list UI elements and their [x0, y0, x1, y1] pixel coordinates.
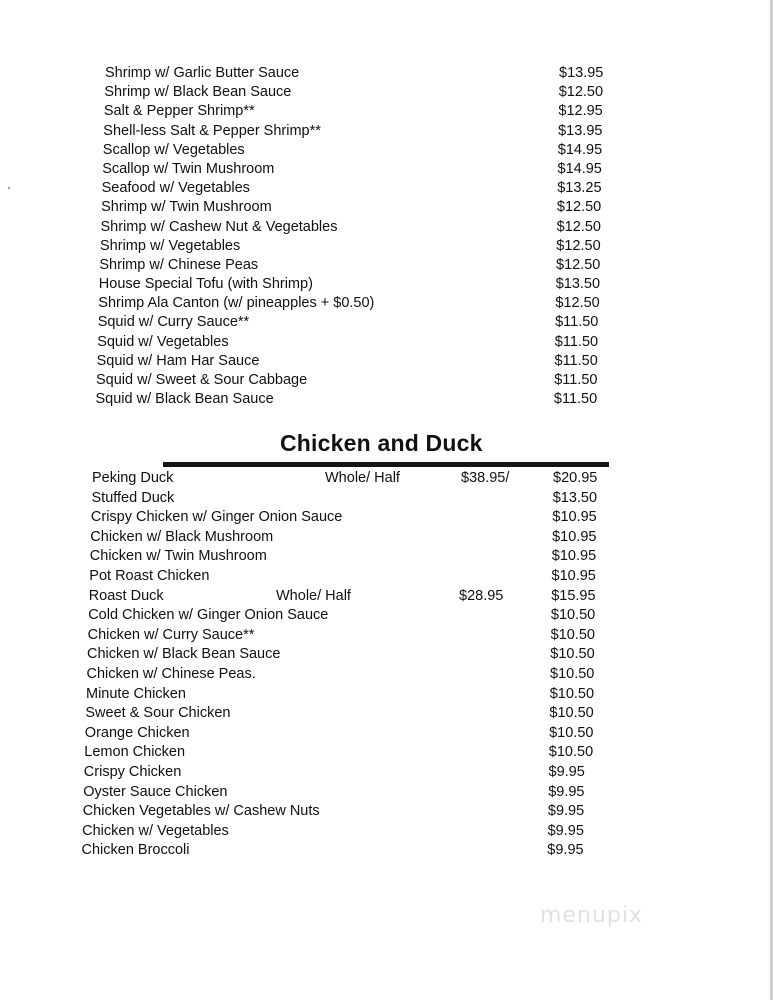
- menu-item-row: [0, 783, 773, 803]
- item-name: Chicken w/ Curry Sauce**: [87, 626, 255, 643]
- menu-item-row: [0, 333, 773, 352]
- menu-item-row: [0, 469, 773, 489]
- menu-item-row: [0, 606, 773, 626]
- item-name: Crispy Chicken w/ Ginger Onion Sauce: [90, 509, 343, 526]
- item-name: House Special Tofu (with Shrimp): [98, 276, 313, 293]
- chicken-duck-menu-list: [0, 469, 773, 861]
- item-price: $13.95: [558, 122, 603, 139]
- item-price: $13.25: [557, 180, 602, 197]
- item-name: Scallop w/ Vegetables: [102, 141, 245, 158]
- menu-item-row: [0, 141, 773, 160]
- menu-item-row: [0, 390, 773, 409]
- menu-item-row: [0, 198, 773, 217]
- item-name: Squid w/ Curry Sauce**: [97, 314, 250, 331]
- menupix-watermark: menupix: [540, 903, 643, 928]
- item-name: Minute Chicken: [86, 685, 186, 702]
- item-price: $12.50: [558, 84, 604, 101]
- item-name: Shell-less Salt & Pepper Shrimp**: [103, 122, 321, 139]
- menu-item-row: [0, 122, 773, 141]
- item-name: Crispy Chicken: [83, 763, 182, 780]
- menu-item-row: [0, 567, 773, 587]
- menu-item-row: [0, 626, 773, 646]
- item-name: Seafood w/ Vegetables: [101, 180, 250, 197]
- item-price: $11.50: [553, 391, 598, 408]
- item-price: $13.50: [555, 276, 601, 293]
- item-price: $15.95: [551, 587, 596, 604]
- item-price: $10.95: [551, 548, 597, 565]
- item-name: Squid w/ Sweet & Sour Cabbage: [96, 372, 308, 388]
- menu-item-row: [0, 528, 773, 548]
- item-price: $10.95: [552, 528, 597, 545]
- whole-price: $38.95/: [461, 470, 510, 486]
- menu-item-row: [0, 802, 773, 822]
- menu-item-row: [0, 704, 773, 724]
- size-option: Whole/ Half: [325, 470, 400, 486]
- whole-price: $28.95: [459, 587, 504, 604]
- menu-item-row: [0, 371, 773, 390]
- item-price: $10.50: [550, 626, 595, 643]
- item-name: Scallop w/ Twin Mushroom: [102, 160, 275, 177]
- item-price: $9.95: [547, 803, 585, 820]
- item-name: Shrimp w/ Twin Mushroom: [101, 199, 272, 216]
- item-price: $9.95: [548, 763, 585, 780]
- menu-item-row: [0, 102, 773, 121]
- item-price: $11.50: [554, 372, 598, 388]
- item-name: Shrimp Ala Canton (w/ pineapples + $0.50): [98, 295, 375, 312]
- menu-item-row: [0, 179, 773, 198]
- item-name: Shrimp w/ Garlic Butter Sauce: [105, 65, 300, 81]
- menu-item-row: [0, 64, 773, 83]
- item-name: Squid w/ Black Bean Sauce: [95, 391, 274, 408]
- menu-item-row: [0, 685, 773, 705]
- item-name: Shrimp w/ Cashew Nut & Vegetables: [100, 218, 338, 235]
- menu-item-row: [0, 83, 773, 102]
- menu-item-row: [0, 160, 773, 179]
- item-name: Shrimp w/ Vegetables: [100, 237, 241, 254]
- menu-item-row: [0, 841, 773, 861]
- section-divider-rule: [163, 462, 609, 467]
- item-price: $11.50: [554, 352, 598, 369]
- item-name: Peking Duck: [92, 470, 174, 486]
- item-name: Chicken Broccoli: [81, 842, 190, 859]
- size-option: Whole/ Half: [276, 587, 351, 604]
- item-price: $10.95: [551, 567, 596, 584]
- item-name: Chicken w/ Chinese Peas.: [86, 665, 256, 682]
- item-name: Squid w/ Ham Har Sauce: [96, 352, 260, 369]
- item-price: $12.50: [556, 256, 601, 273]
- item-price: $9.95: [547, 822, 584, 839]
- item-price: $10.50: [549, 685, 595, 702]
- item-name: Shrimp w/ Chinese Peas: [99, 256, 259, 273]
- menu-item-row: [0, 587, 773, 607]
- menu-item-row: [0, 645, 773, 665]
- menu-item-row: [0, 743, 773, 763]
- item-price: $12.50: [556, 237, 601, 254]
- item-price: $20.95: [553, 470, 598, 486]
- item-name: Pot Roast Chicken: [89, 567, 210, 584]
- item-name: Chicken w/ Black Bean Sauce: [87, 646, 281, 663]
- item-price: $10.50: [550, 646, 595, 663]
- item-name: Chicken w/ Vegetables: [82, 822, 229, 839]
- item-name: Chicken w/ Black Mushroom: [90, 528, 274, 545]
- menu-item-row: [0, 724, 773, 744]
- menu-item-row: [0, 489, 773, 509]
- item-name: Chicken w/ Twin Mushroom: [89, 548, 267, 565]
- item-name: Salt & Pepper Shrimp**: [103, 103, 255, 120]
- menu-item-row: [0, 665, 773, 685]
- menu-item-row: [0, 294, 773, 313]
- item-name: Sweet & Sour Chicken: [85, 705, 231, 722]
- menu-item-row: [0, 313, 773, 332]
- item-price: $12.95: [558, 103, 603, 120]
- item-price: $11.50: [554, 333, 599, 350]
- menu-item-row: [0, 237, 773, 256]
- item-name: Squid w/ Vegetables: [97, 333, 229, 350]
- section-heading-chicken-duck: Chicken and Duck: [280, 430, 483, 456]
- item-price: $12.50: [556, 218, 601, 235]
- menu-item-row: [0, 508, 773, 528]
- menu-item-row: [0, 275, 773, 294]
- menu-item-row: [0, 218, 773, 237]
- item-price: $9.95: [547, 842, 584, 859]
- item-name: Shrimp w/ Black Bean Sauce: [104, 84, 292, 101]
- item-price: $11.50: [555, 314, 599, 331]
- menu-item-row: [0, 547, 773, 567]
- item-price: $12.50: [556, 199, 602, 216]
- item-price: $12.50: [555, 295, 600, 312]
- item-price: $9.95: [548, 783, 585, 800]
- item-name: Lemon Chicken: [84, 744, 186, 761]
- item-price: $10.50: [550, 665, 595, 682]
- menu-item-row: [0, 763, 773, 783]
- item-price: $13.95: [559, 65, 604, 81]
- seafood-menu-list: [0, 64, 773, 409]
- item-price: $14.95: [557, 141, 603, 158]
- item-name: Oyster Sauce Chicken: [83, 783, 228, 800]
- menu-item-row: [0, 352, 773, 371]
- item-name: Cold Chicken w/ Ginger Onion Sauce: [88, 607, 329, 624]
- item-price: $10.95: [552, 509, 597, 526]
- item-price: $10.50: [550, 607, 596, 624]
- item-name: Stuffed Duck: [91, 489, 175, 506]
- item-name: Orange Chicken: [84, 724, 190, 741]
- item-price: $10.50: [549, 724, 594, 741]
- menu-item-row: [0, 256, 773, 275]
- item-name: Chicken Vegetables w/ Cashew Nuts: [82, 803, 320, 820]
- menu-item-row: [0, 822, 773, 842]
- item-name: Roast Duck: [88, 587, 164, 604]
- item-price: $10.50: [548, 744, 594, 761]
- item-price: $10.50: [549, 705, 594, 722]
- item-price: $14.95: [557, 160, 602, 177]
- item-price: $13.50: [552, 489, 598, 506]
